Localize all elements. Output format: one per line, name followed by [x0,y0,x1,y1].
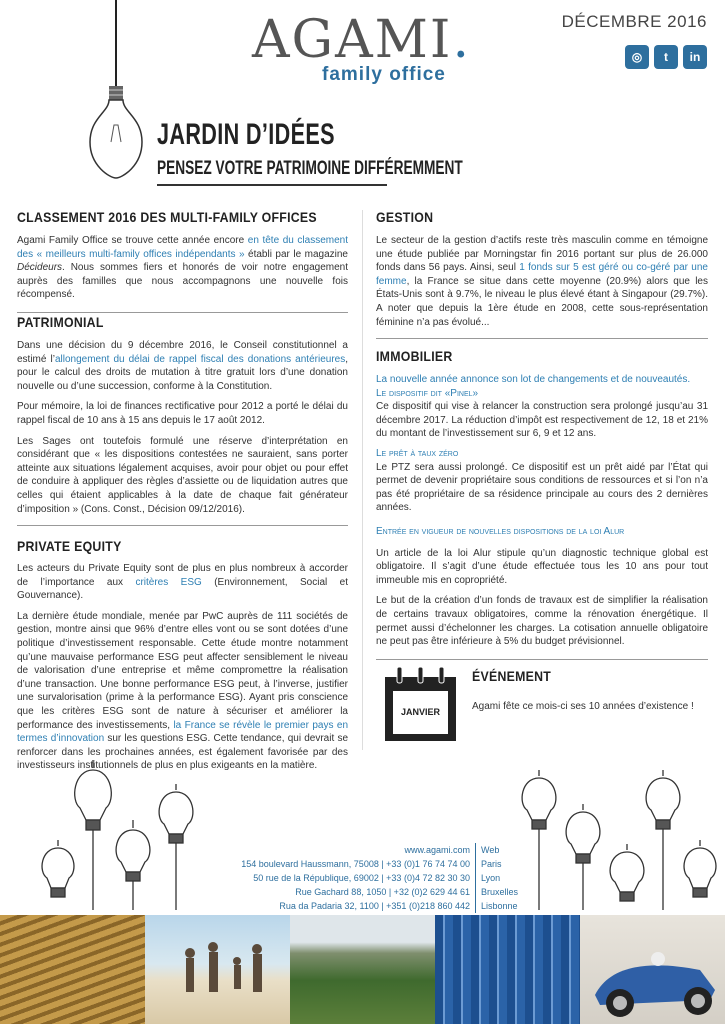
intro-text: La nouvelle année annonce son lot de changements et de nouveautés. [376,374,691,385]
title-divider [157,184,387,186]
family-figures [145,915,290,1024]
address-paris: 154 boulevard Haussmann, 75008 | +33 (0)1 76 74 74 00 [241,859,470,869]
page-title: JARDIN D’IDÉES [157,118,335,151]
contact-cities [475,843,518,913]
brand-name: AGAMI [252,10,453,70]
address-bruxelles: Rue Gachard 88, 1050 | +32 (0)2 629 44 61 [295,887,470,897]
website-url[interactable]: www.agami.com [404,845,470,855]
section-text [17,610,348,773]
section-text [376,234,708,329]
section-text: Les Sages ont toutefois formulé une réserve d’interprétation en considérant que « les dispositions contestées ne sauraient, sans porter atteinte aux situations légalement acquises, avoir pour objet ou pour effet de conduire à appliquer des règles d’assiette ou de liquidation autres que celles qui étaient applicables à la date de chaque fait générateur d’imposition » (Cons. Const., Décision 09/12/2016). [17,435,348,515]
divider [376,338,708,339]
city-label: Lyon [481,873,501,883]
text-run: établi par le magazine [244,248,348,260]
subsection-title: Le prêt à taux zéro [376,447,459,459]
text-run: , pour le calcul des droits de mutation à titre gratuit lors d’une donation nouvelle ou d’une succession, conforme à la Constitution. [17,353,348,392]
city-label: Bruxelles [481,887,519,897]
subsection-title: Le dispositif dit «Pinel» [376,387,479,399]
city-label: Lisbonne [481,901,518,911]
vintage-racecar-photo [580,915,725,1024]
text-run: (Environnement, Social et Gouvernance). [17,576,348,602]
photo-strip [0,915,725,1024]
vineyard-photo [290,915,435,1024]
twitter-icon[interactable]: t [654,45,678,69]
agami-logo [252,10,482,86]
text-run: Le secteur de la gestion d’actifs reste très masculin comme en témoigne une étude publiée par Morningstar fin 2016 portant sur plus de 26.000 fonds dans 56 pays. Ainsi, seul [376,235,708,274]
section-text [17,234,348,302]
ranking-link[interactable]: en tête du classement des « meilleurs multi-family offices indépendants » [17,235,348,260]
section-heading: ÉVÉNEMENT [472,668,552,684]
divider [376,659,708,660]
social-links [625,45,707,69]
section-heading: IMMOBILIER [376,348,453,364]
text-run: La dernière étude mondiale, menée par PwC auprès de 111 sociétés de gestion, montre ainsi que 96% d’entre elles vont ou se sont dotées d’une politique d’investissement responsable. Cette étude montre notamment qu’une mauvaise performance ESG peut affecter sensiblement le niveau de valorisation d’une entreprise et même compromettre la réalisation d’une transaction. Une bonne performance ESG peut, à l’inverse, justifier une survalorisation (prime à la performance ESG). Ayant pris conscience que les critères ESG sont de nature à sécuriser et améliorer la performance des investissements, [17,610,348,731]
section-text: Le but de la création d’un fonds de travaux est de simplifier la réalisation de certains travaux obligatoires, comme la rénovation énergétique. Il permet aussi d’échelonner les charges. La cotisation annuelle obligatoire ne peut pas être inférieure à 5% du budget prévisionnel. [376,595,708,648]
section-classement [17,209,348,313]
section-heading: PRIVATE EQUITY [17,538,122,554]
contact-addresses [200,843,470,913]
subsection-title: Entrée en vigueur de nouvelles dispositions de la loi Alur [376,525,625,537]
staircase-photo [0,915,145,1024]
section-patrimonial [17,314,348,526]
section-immobilier [376,348,708,660]
section-heading: GESTION [376,209,434,225]
text-run: . Nous sommes fiers et honorés de voir notre engagement auprès des familles que nous accompagnons une nouvelle fois récompensé. [17,262,348,301]
section-heading: PATRIMONIAL [17,314,104,330]
calendar-month: JANVIER [400,707,440,717]
text-run: sur les questions ESG. Cette tendance, qui devrait se renforcer dans les prochaines années, est également favorisée par des investisseurs institutionnels de plus en plus exigeants en la matière. [17,733,348,772]
magazine-name: Décideurs [17,262,63,274]
glass-building-photo [435,915,580,1024]
section-text: Ce dispositif qui vise à relancer la construction sera prolongé jusqu’au 31 décembre 2017. La réduction d’impôt est respectivement de 12, 18 et 21% du montant de l’investissement sur 6, 9 et 12 ans. [376,401,708,440]
globe-icon[interactable]: ◎ [625,45,649,69]
column-divider [362,210,363,750]
women-fund-link[interactable]: 1 fonds sur 5 est géré ou co-géré par une femme [376,262,708,287]
section-text [17,339,348,393]
address-lyon: 50 rue de la République, 69002 | +33 (0)4 72 82 30 30 [253,873,470,883]
section-heading: CLASSEMENT 2016 DES MULTI-FAMILY OFFICES [17,209,317,225]
section-text [17,562,348,603]
page-subtitle: PENSEZ VOTRE PATRIMOINE DIFFÉREMMENT [157,158,463,179]
text-run: Dans une décision du 9 décembre 2016, le Conseil constitutionnel a estimé l’ [17,340,348,365]
text-run: Les acteurs du Private Equity sont de plus en plus nombreux à accorder de l’importance aux [17,563,348,588]
section-text: Le PTZ sera aussi prolongé. Ce dispositif est un prêt aidé par l’État qui permet de devenir propriétaire sous conditions de ressources et si l’on n’a pas été propriétaire de sa résidence principale au cours des 2 dernières années. [376,461,708,514]
section-gestion [376,209,708,339]
family-beach-photo [145,915,290,1024]
lightbulb-icon [80,0,152,185]
event-text: Agami fête ce mois-ci ses 10 années d’existence ! [472,701,694,712]
brand-subtitle: family office [322,64,446,85]
donation-link[interactable]: allongement du délai de rappel fiscal des donations antérieures [54,353,346,365]
section-text: Un article de la loi Alur stipule qu’un diagnostic technique global est obligatoire. Il s’agit d’une étude effectuée tous les 10 ans pour tout immeuble mis en copropriété. [376,547,708,586]
issue-date: DÉCEMBRE 2016 [561,12,707,31]
text-run: , la France se situe dans cette moyenne (20.9%) alors que les États-Unis sont à 9.7%, le niveau le plus élevé étant à Singapour (29.7%). A noter que depuis la 1ère étude en 2008, cette sous-représentation féminine n’a pas évolué... [376,275,708,328]
innovation-link[interactable]: la France se révèle le premier pays en termes d’innovation [17,719,348,745]
linkedin-icon[interactable]: in [683,45,707,69]
divider [17,525,348,526]
section-private-equity [17,538,348,773]
text-run: Agami Family Office se trouve cette année encore [17,235,248,246]
esg-link[interactable]: critères ESG [135,576,202,588]
calendar-icon [383,665,458,743]
logo-dot: . [452,10,471,70]
section-text: Pour mémoire, la loi de finances rectificative pour 2012 a porté le délai du rappel fiscal de 10 ans à 15 ans depuis le 17 août 2012. [17,401,348,426]
divider [17,312,348,313]
address-lisbonne: Rua da Padaria 32, 1100 | +351 (0)218 860 442 [279,901,470,911]
racecar-shape [580,915,725,1024]
city-label: Paris [481,859,502,869]
city-label: Web [481,845,500,855]
